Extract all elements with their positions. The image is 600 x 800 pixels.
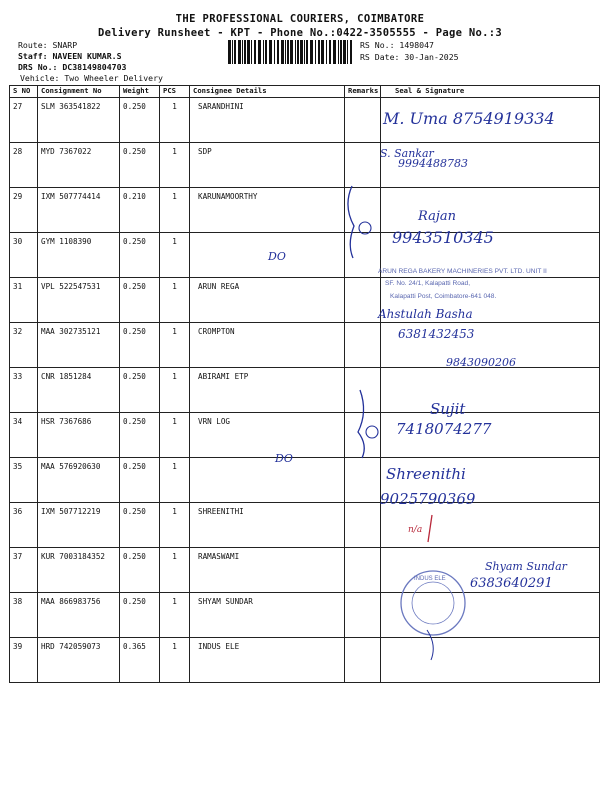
row-weight: 0.250 [120, 413, 160, 458]
row-consignee: SDP [190, 143, 345, 188]
signature-28-phone: 9994488783 [398, 157, 468, 170]
header-remarks: Remarks [345, 86, 381, 98]
row-weight: 0.250 [120, 278, 160, 323]
drs-label: DRS No.: DC38149804703 [18, 62, 127, 72]
row-consignment: MAA 576920630 [38, 458, 120, 503]
row-pcs: 1 [160, 593, 190, 638]
remark-bracket-2 [358, 390, 364, 458]
header-sno: S NO [10, 86, 38, 98]
do-note-1: DO [268, 250, 286, 263]
signature-35-name: Sujit [430, 400, 466, 418]
header-weight: Weight [120, 86, 160, 98]
row-consignment: GYM 1108390 [38, 233, 120, 278]
signature-35-phone: 7418074277 [396, 420, 492, 438]
row-pcs: 1 [160, 278, 190, 323]
row-consignee: ARUN REGA [190, 278, 345, 323]
row-sno: 36 [10, 503, 38, 548]
indus-seal-text: INDUS ELE [414, 576, 446, 582]
row-pcs: 1 [160, 638, 190, 683]
row-consignee: SARANDHINI [190, 98, 345, 143]
row-sno: 31 [10, 278, 38, 323]
row-consignee: INDUS ELE [190, 638, 345, 683]
row-consignee: VRN LOG [190, 413, 345, 458]
arun-stamp-line2: SF. No. 24/1, Kalapatti Road, [385, 280, 471, 287]
signature-38-phone: 6383640291 [470, 576, 553, 591]
row-pcs: 1 [160, 458, 190, 503]
row-consignee: ABIRAMI ETP [190, 368, 345, 413]
row-consignment: KUR 7003184352 [38, 548, 120, 593]
arun-stamp-line1: ARUN REGA BAKERY MACHINERIES PVT. LTD. UNIT II [378, 268, 547, 275]
row-sno: 33 [10, 368, 38, 413]
staff-label: Staff: NAVEEN KUMAR.S [18, 51, 122, 61]
row-sno: 28 [10, 143, 38, 188]
vehicle-label: Vehicle: Two Wheeler Delivery [20, 73, 163, 83]
row-consignee: RAMASWAMI [190, 548, 345, 593]
header-pcs: PCS [160, 86, 190, 98]
row-pcs: 1 [160, 503, 190, 548]
row-sno: 37 [10, 548, 38, 593]
row-pcs: 1 [160, 233, 190, 278]
signature-30-name: Rajan [418, 209, 456, 224]
remark-circle-2 [366, 426, 378, 438]
row-pcs: 1 [160, 143, 190, 188]
row-sno: 34 [10, 413, 38, 458]
route-label: Route: SNARP [18, 40, 78, 50]
row-consignee: KARUNAMOORTHY [190, 188, 345, 233]
signature-27: M. Uma 8754919334 [383, 109, 555, 128]
row-pcs: 1 [160, 413, 190, 458]
row-weight: 0.250 [120, 98, 160, 143]
row-sno: 32 [10, 323, 38, 368]
row-sno: 35 [10, 458, 38, 503]
row-sno: 27 [10, 98, 38, 143]
rs-number: RS No.: 1498047 [360, 40, 434, 50]
signature-30-phone: 9943510345 [392, 228, 494, 247]
row-weight: 0.250 [120, 548, 160, 593]
row-pcs: 1 [160, 98, 190, 143]
row-weight: 0.365 [120, 638, 160, 683]
row-weight: 0.250 [120, 368, 160, 413]
row-consignment: SLM 363541822 [38, 98, 120, 143]
signature-32-name: Ahstulah Basha [378, 307, 473, 321]
signature-33: 9843090206 [446, 356, 516, 369]
signature-28-name: S. Sankar [380, 147, 434, 160]
remark-bracket-1 [348, 186, 354, 258]
header-consignment: Consignment No [38, 86, 120, 98]
row-consignee: SHYAM SUNDAR [190, 593, 345, 638]
signature-36-phone: 9025790369 [380, 490, 476, 508]
header-signature: Seal & Signature [381, 86, 600, 98]
runsheet-title: THE PROFESSIONAL COURIERS, COIMBATORE [175, 13, 425, 25]
row-sno: 29 [10, 188, 38, 233]
row-consignee: SHREENITHI [190, 503, 345, 548]
row-pcs: 1 [160, 323, 190, 368]
row-consignee: CROMPTON [190, 323, 345, 368]
arun-stamp-line3: Kalapatti Post, Coimbatore-641 048. [390, 293, 497, 300]
row-weight: 0.250 [120, 233, 160, 278]
signature-38-name: Shyam Sundar [485, 560, 567, 573]
row-consignment: MAA 302735121 [38, 323, 120, 368]
row-consignment: IXM 507774414 [38, 188, 120, 233]
remark-circle-1 [359, 222, 371, 234]
row-pcs: 1 [160, 188, 190, 233]
note-37: n/a [408, 525, 423, 535]
row-weight: 0.210 [120, 188, 160, 233]
row-pcs: 1 [160, 368, 190, 413]
row-sno: 30 [10, 233, 38, 278]
row-consignment: VPL 522547531 [38, 278, 120, 323]
header-consignee: Consignee Details [190, 86, 345, 98]
row-consignment: HSR 7367686 [38, 413, 120, 458]
row-weight: 0.250 [120, 593, 160, 638]
indus-seal-inner [412, 582, 454, 624]
row-consignment: IXM 507712219 [38, 503, 120, 548]
row-sno: 38 [10, 593, 38, 638]
do-note-2: DO [275, 452, 293, 465]
row-weight: 0.250 [120, 323, 160, 368]
signature-36-name: Shreenithi [386, 465, 466, 483]
row-weight: 0.250 [120, 143, 160, 188]
row-weight: 0.250 [120, 503, 160, 548]
row-consignment: CNR 1851284 [38, 368, 120, 413]
signature-32-phone: 6381432453 [398, 327, 475, 341]
row-weight: 0.250 [120, 458, 160, 503]
ink-mark [428, 515, 432, 542]
row-pcs: 1 [160, 548, 190, 593]
row-sno: 39 [10, 638, 38, 683]
row-consignment: HRD 742059073 [38, 638, 120, 683]
row-consignment: MAA 866983756 [38, 593, 120, 638]
rs-date: RS Date: 30-Jan-2025 [360, 52, 459, 62]
runsheet-subtitle: Delivery Runsheet - KPT - Phone No.:0422-3505555 - Page No.:3 [98, 27, 502, 39]
row-consignment: MYD 7367022 [38, 143, 120, 188]
